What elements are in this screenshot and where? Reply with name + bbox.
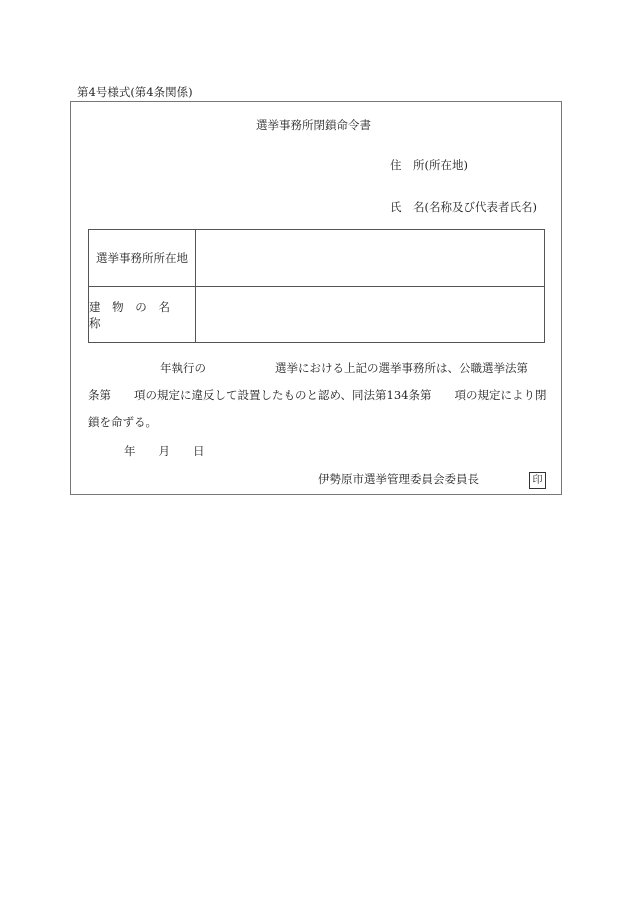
- body-line-1: 年執行の 選挙における上記の選挙事務所は、公職選挙法第: [160, 361, 528, 375]
- seal-mark: 印: [529, 472, 546, 489]
- date-line: 年 月 日: [124, 444, 205, 458]
- issuer: 伊勢原市選挙管理委員会委員長: [318, 472, 479, 486]
- body-line-2: 条第 項の規定に違反して設置したものと認め、同法第134条第 項の規定により閉: [88, 388, 547, 402]
- office-info-table: [88, 229, 545, 343]
- body-line-3: 鎖を命ずる。: [88, 415, 157, 429]
- building-name-label: 建 物 の 名 称: [89, 287, 196, 343]
- address-label: 住 所(所在地): [390, 158, 468, 172]
- table-row: [89, 286, 544, 343]
- office-location-label: 選挙事務所所在地: [89, 230, 196, 286]
- document-title: 選挙事務所閉鎖命令書: [256, 118, 371, 132]
- name-label: 氏 名(名称及び代表者氏名): [390, 200, 537, 214]
- table-row: [89, 230, 544, 286]
- form-label: 第4号様式(第4条関係): [77, 85, 193, 99]
